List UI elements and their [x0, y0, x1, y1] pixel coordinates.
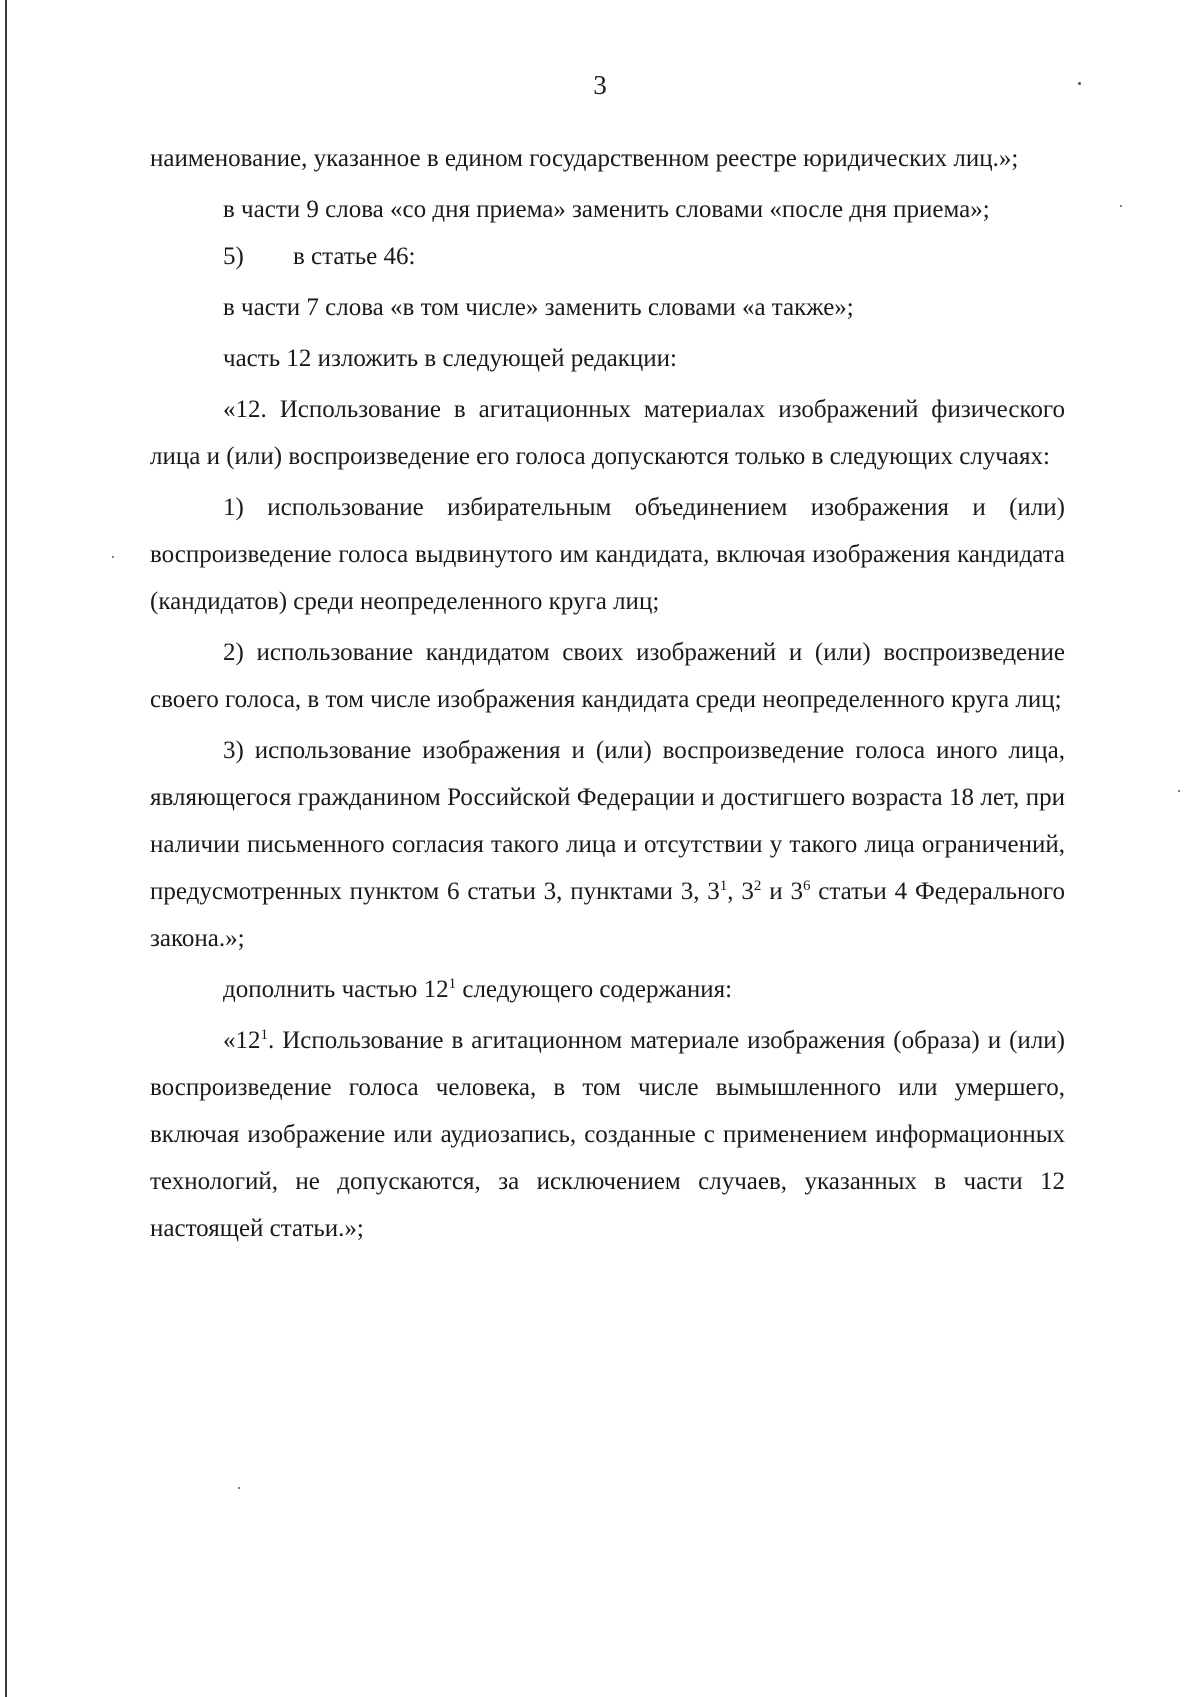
scan-speck	[1178, 790, 1180, 792]
paragraph-11	[150, 1017, 1065, 1252]
paragraph-5: часть 12 изложить в следующей редакции:	[223, 345, 678, 372]
paragraph-item-5	[150, 233, 1065, 280]
superscript: 1	[260, 1027, 268, 1043]
page-number: 3	[593, 70, 607, 100]
text-segment: , 3	[727, 878, 754, 905]
paragraph-4: в части 7 слова «в том числе» заменить словами «а также»;	[223, 294, 854, 321]
paragraph-2: в части 9 слова «со дня приема» заменить словами «после дня приема»;	[223, 196, 990, 223]
item-text: в статье 46:	[293, 243, 416, 270]
scan-edge-line	[5, 0, 7, 1697]
superscript: 1	[448, 976, 457, 992]
text-segment: статьи 4 Федерального закона.»;	[150, 878, 1065, 952]
paragraph-1: наименование, указанное в едином государственном реестре юридических лиц.»;	[150, 145, 1019, 172]
paragraph-8: 2) использование кандидатом своих изображений и (или) воспроизведение своего голоса, в том числе изображения кандидата среди неопределенного круга лиц;	[150, 639, 1065, 713]
paragraph-9	[150, 727, 1065, 962]
text-segment: дополнить частью 12	[223, 976, 449, 1003]
text-segment: 3) использование изображения и (или) воспроизведение голоса иного лица, являющегося гражданином Российской Федерации и достигшего возраста 18 лет, при наличии письменного согласия такого лица и отсутствии у такого лица ограничений, предусмотренных пунктом 6 статьи 3, пунктами 3, 3	[150, 737, 1065, 905]
scan-speck	[1120, 205, 1122, 207]
superscript: 6	[802, 878, 811, 894]
superscript: 1	[719, 878, 728, 894]
text-segment: и 3	[761, 878, 803, 905]
item-number: 5)	[223, 243, 244, 270]
document-body	[150, 135, 1065, 1252]
superscript: 2	[753, 878, 762, 894]
text-segment: следующего содержания:	[456, 976, 733, 1003]
text-segment: . Использование в агитационном материале изображения (образа) и (или) воспроизведение голоса человека, в том числе вымышленного или умершего, включая изображение или аудиозапись, созданные с применением информационных технологий, не допускаются, за исключением случаев, указанных в части 12 настоящей статьи.»;	[150, 1027, 1065, 1242]
paragraph-7: 1) использование избирательным объединением изображения и (или) воспроизведение голоса выдвинутого им кандидата, включая изображения кандидата (кандидатов) среди неопределенного круга лиц;	[150, 494, 1065, 615]
scan-speck	[112, 556, 114, 558]
text-segment: «12	[223, 1027, 261, 1054]
paragraph-10	[150, 966, 1065, 1013]
paragraph-6: «12. Использование в агитационных материалах изображений физического лица и (или) воспроизведение его голоса допускаются только в следующих случаях:	[150, 396, 1065, 470]
scan-speck	[238, 1487, 240, 1489]
scan-speck	[1078, 82, 1081, 85]
